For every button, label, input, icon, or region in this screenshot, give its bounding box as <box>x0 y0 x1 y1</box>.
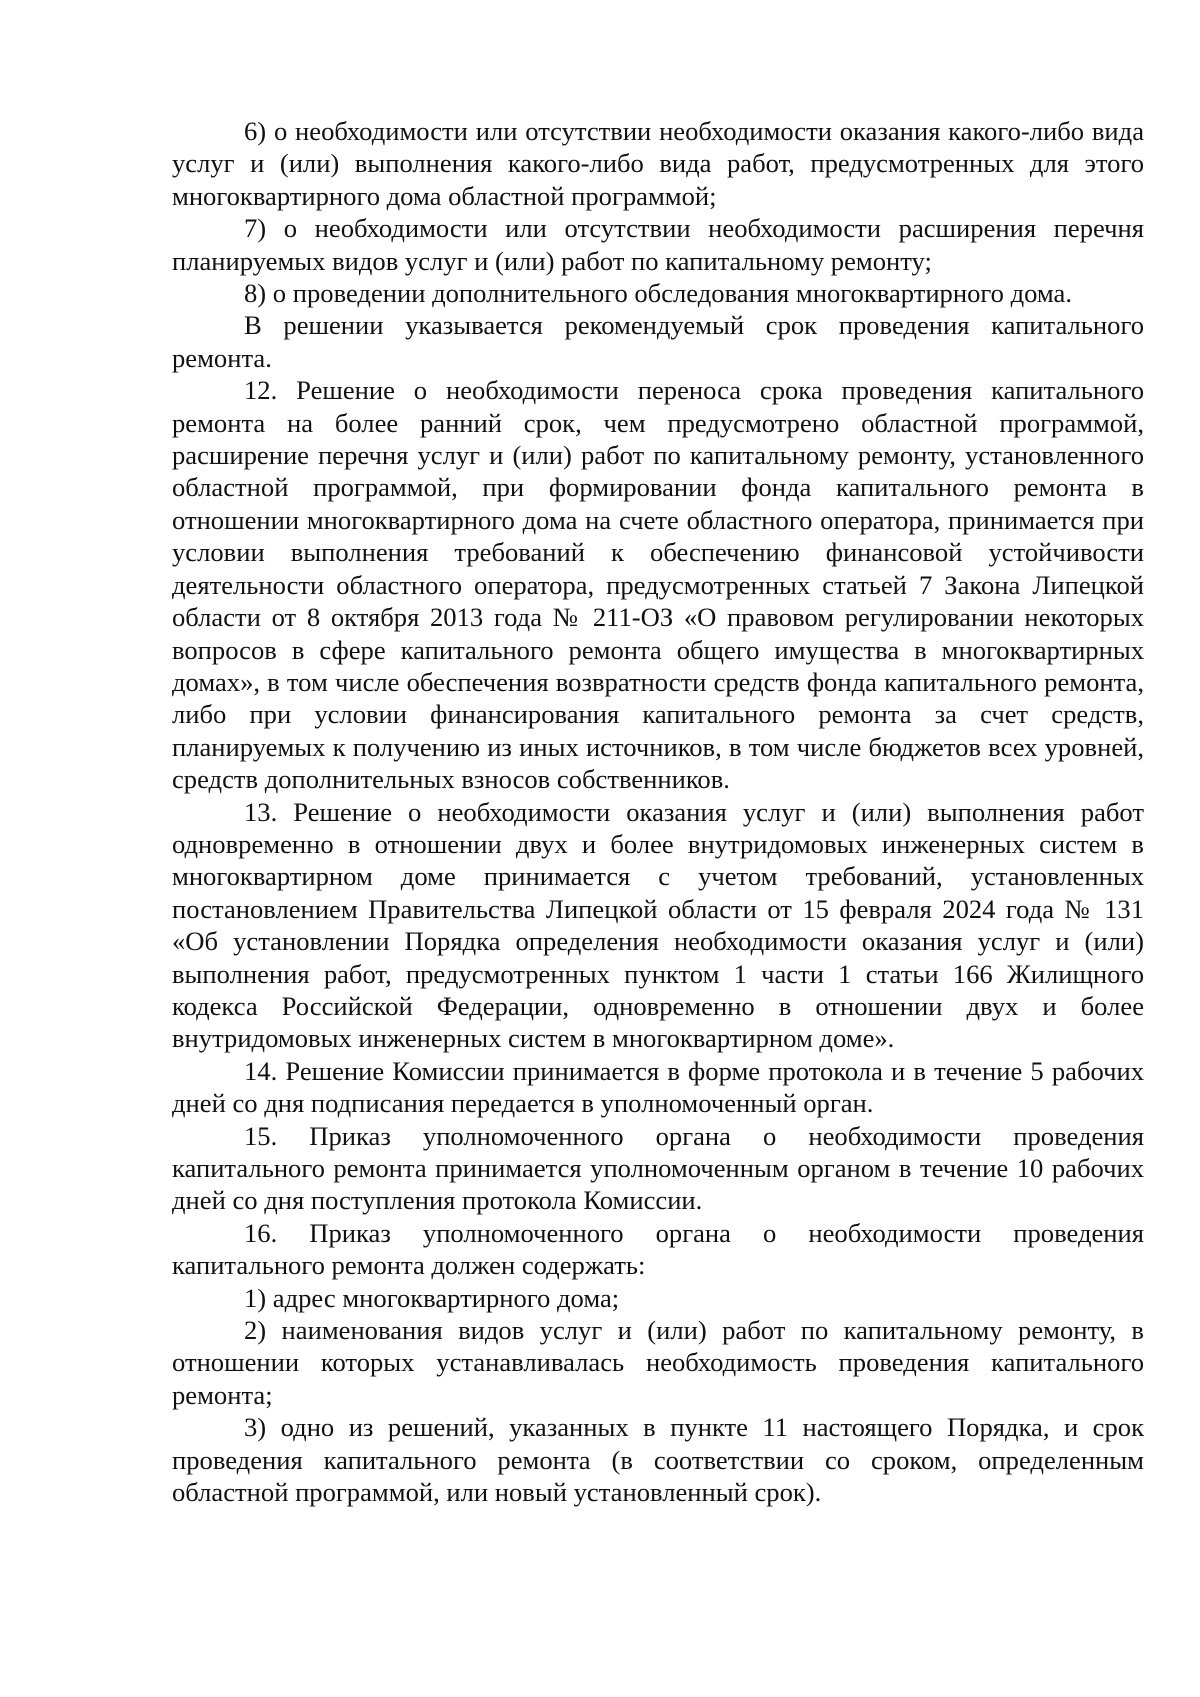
paragraph-subitem-2: 2) наименования видов услуг и (или) работ по капитальному ремонту, в отношении которых устанавливалась необходимость проведения капитального ремонта; <box>172 1315 1144 1410</box>
paragraph-item-7: 7) о необходимости или отсутствии необходимости расширения перечня планируемых видов услуг и (или) работ по капитальному ремонту; <box>172 213 1144 276</box>
paragraph-deadline-note: В решении указывается рекомендуемый срок проведения капитального ремонта. <box>172 310 1144 373</box>
paragraph-clause-13: 13. Решение о необходимости оказания услуг и (или) выполнения работ одновременно в отношении двух и более внутридомовых инженерных систем в многоквартирном доме принимается с учетом требований, установленных постановлением Правительства Липецкой области от 15 февраля 2024 года № 131 «Об установлении Порядка определения необходимости оказания услуг и (или) выполнения работ, предусмотренных пунктом 1 части 1 статьи 166 Жилищного кодекса Российской Федерации, одновременно в отношении двух и более внутридомовых инженерных систем в многоквартирном доме». <box>172 796 1144 1054</box>
paragraph-clause-16: 16. Приказ уполномоченного органа о необходимости проведения капитального ремонта должен содержать: <box>172 1217 1144 1281</box>
paragraph-clause-15: 15. Приказ уполномоченного органа о необходимости проведения капитального ремонта принимается уполномоченным органом в течение 10 рабочих дней со дня поступления протокола Комиссии. <box>172 1120 1144 1216</box>
paragraph-item-8: 8) о проведении дополнительного обследования многоквартирного дома. <box>244 278 1072 309</box>
paragraph-subitem-3: 3) одно из решений, указанных в пункте 11 настоящего Порядка, и срок проведения капитального ремонта (в соответствии со сроком, определенным областной программой, или новый установленный срок). <box>172 1412 1144 1508</box>
paragraph-item-6: 6) о необходимости или отсутствии необходимости оказания какого-либо вида услуг и (или) выполнения какого-либо вида работ, предусмотренных для этого многоквартирного дома областной программой; <box>172 116 1144 211</box>
document-page <box>172 115 1144 1508</box>
paragraph-clause-14: 14. Решение Комиссии принимается в форме протокола и в течение 5 рабочих дней со дня подписания передается в уполномоченный орган. <box>172 1055 1144 1119</box>
paragraph-clause-12: 12. Решение о необходимости переноса срока проведения капитального ремонта на более ранний срок, чем предусмотрено областной программой, расширение перечня услуг и (или) работ по капитальному ремонту, установленного областной программой, при формировании фонда капитального ремонта в отношении многоквартирного дома на счете областного оператора, принимается при условии выполнения требований к обеспечению финансовой устойчивости деятельности областного оператора, предусмотренных статьей 7 Закона Липецкой области от 8 октября 2013 года № 211-ОЗ «О правовом регулировании некоторых вопросов в сфере капитального ремонта общего имущества в многоквартирных домах», в том числе обеспечения возвратности средств фонда капитального ремонта, либо при условии финансирования капитального ремонта за счет средств, планируемых к получению из иных источников, в том числе бюджетов всех уровней, средств дополнительных взносов собственников. <box>172 375 1144 795</box>
paragraph-subitem-1: 1) адрес многоквартирного дома; <box>244 1282 620 1313</box>
